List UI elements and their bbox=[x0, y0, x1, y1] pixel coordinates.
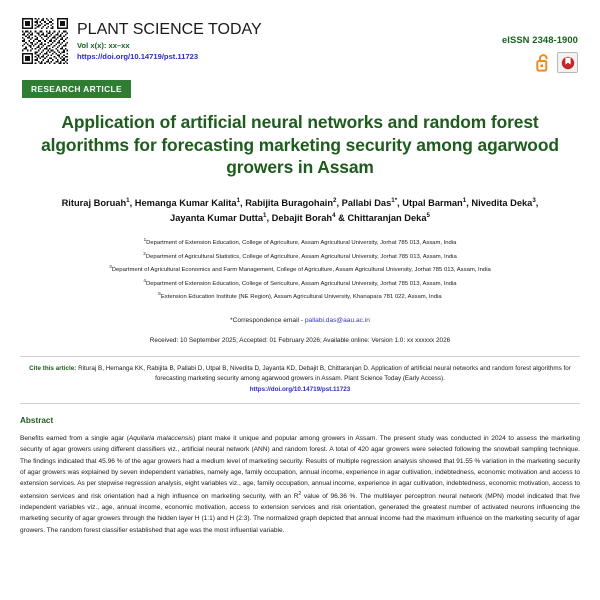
affiliation-marker: 3 bbox=[109, 264, 112, 270]
abstract-body bbox=[20, 433, 580, 536]
affiliation-marker: 1 bbox=[143, 237, 147, 243]
affiliation-text: Department of Extension Education, College of Sericulture, Assam Agricultural University, Jorhat 785 013, Assam, India bbox=[145, 280, 457, 287]
author-list bbox=[26, 196, 574, 226]
author-line-2: Jayanta Kumar Dutta$^1$, Debajit Borah$^4$ & Chittaranjan Deka$^5$ bbox=[170, 212, 430, 224]
crossmark-badge-icon[interactable] bbox=[557, 52, 578, 73]
masthead-left bbox=[22, 18, 262, 64]
author-name: Rabijita Buragohain bbox=[245, 197, 334, 208]
open-access-lock-icon[interactable] bbox=[536, 53, 551, 72]
affiliation-list bbox=[14, 236, 586, 303]
correspondence-email[interactable]: pallabi.das@aau.ac.in bbox=[304, 316, 370, 324]
citation-doi-link[interactable]: https://doi.org/10.14719/pst.11723 bbox=[249, 386, 351, 394]
article-tag-wrap bbox=[0, 73, 600, 98]
abstract-part-2: ) plant make it unique and popular among growers in Assam. The present study was conducted in 2024 to assess the marketing security of agar growers using different classifiers viz., artificial neural network (ANN) and random forest. A total of 420 agar growers were selected following the snowball sampling technique. The findings indicated that 45.96 % of the agar growers had a medium level of marketing security. Results of multiple regression analysis showed that 91.55 % variation in the marketing security of agar growers was explained by seven independent variables, namely age, family occupation, annual income, experience in agar cultivation, indebtedness, economic motivation and access to extension services. As per stepwise regression analysis, eight variables viz., age, family occupation, annual income, experience in agar cultivation, indebtedness, economic motivation, access to extension services and risk orientation had a high influence on marketing security, with an R bbox=[20, 435, 580, 500]
affiliation-text: Department of Agricultural Economics and Farm Management, College of Agriculture, Assam Agricultural University, Jorhat 785 013, Assam, India bbox=[111, 267, 491, 274]
author-affiliation-marker: 3 bbox=[532, 196, 536, 204]
journal-doi-link[interactable]: https://doi.org/10.14719/pst.11723 bbox=[77, 52, 199, 62]
journal-volume: Vol x(x): xx–xx bbox=[77, 41, 130, 51]
author-affiliation-marker: 2 bbox=[333, 196, 337, 204]
affiliation-text: Department of Extension Education, College of Agriculture, Assam Agricultural University, Jorhat 785 013, Assam, India bbox=[146, 240, 457, 247]
abstract-section bbox=[20, 416, 580, 536]
correspondence bbox=[0, 317, 600, 324]
author-affiliation-marker: 1 bbox=[263, 212, 267, 220]
page-title: Application of artificial neural networks and random forest algorithms for forecasting marketing security among agarwood growers in Assam bbox=[41, 112, 559, 178]
publication-dates: Received: 10 September 2025; Accepted: 01 February 2026; Available online: Version 1.0: xx xxxxxx 2026 bbox=[149, 336, 451, 344]
author-affiliation-marker: 1 bbox=[126, 196, 130, 204]
affiliation-marker: 4 bbox=[143, 277, 146, 283]
masthead-right bbox=[502, 18, 578, 73]
author-line-1: Rituraj Boruah$^1$, Hemanga Kumar Kalita$^1$, Rabijita Buragohain$^2$, Pallabi Das$^{1*}$, Utpal Barman$^1$, Nivedita Deka$^3$, bbox=[61, 196, 539, 208]
author-affiliation-marker: 1 bbox=[236, 196, 241, 204]
author-name: Rituraj Boruah bbox=[61, 197, 127, 208]
masthead bbox=[0, 0, 600, 73]
citation-block bbox=[20, 356, 580, 404]
affiliation-text: Extension Education Institute (NE Region), Assam Agricultural University, Khanapara 781 022, Assam, India bbox=[160, 294, 442, 301]
affiliation-item bbox=[14, 236, 586, 249]
affiliation-item bbox=[14, 277, 586, 290]
affiliation-marker: 2 bbox=[143, 250, 146, 256]
author-name: Nivedita Deka bbox=[471, 197, 533, 208]
author-name: Pallabi Das bbox=[341, 197, 392, 208]
author-affiliation-marker: 1* bbox=[391, 196, 398, 204]
citation-text: Rituraj B, Hemanga KK, Rabijita B, Pallabi D, Utpal B, Nivedita D, Jayanta KD, Debajit B, Chittaranjan D. Application of artificial neural networks and random forest algorithms for forecasting marketing security among agarwood growers in Assam. Plant Science Today (Early Access). bbox=[78, 364, 571, 383]
affiliation-marker: 5 bbox=[158, 291, 161, 297]
abstract-part-3: value of 96.36 %. The multilayer perceptron neural network (MPN) model indicated that five independent variables viz., age, annual income, economic motivation, access to extension services and risk orientation, generated the greatest number of activated neurons influencing the marketing security of agar growers through the hidden layer H (1:1) and H (2:3). The normalized graph depicted that annual income had the maximum influence on the marketing security of agar growers. The random forest classifier established that age was the most influential variable. bbox=[20, 492, 580, 534]
abstract-part-1: Benefits earned from a single agar ( bbox=[20, 435, 129, 443]
badge-row bbox=[502, 52, 578, 73]
affiliation-item bbox=[14, 263, 586, 276]
species-name: Aquilaria malaccensis bbox=[128, 435, 194, 443]
author-name: Debajit Borah bbox=[271, 213, 333, 224]
journal-meta bbox=[77, 18, 262, 62]
affiliation-text: Department of Agricultural Statistics, College of Agriculture, Assam Agricultural University, Jorhat 785 013, Assam, India bbox=[145, 253, 457, 260]
author-affiliation-marker: 1 bbox=[462, 196, 467, 204]
journal-title: PLANT SCIENCE TODAY bbox=[77, 21, 262, 38]
abstract-heading: Abstract bbox=[20, 416, 54, 426]
eissn-label: eISSN 2348-1900 bbox=[501, 34, 578, 45]
correspondence-label: *Correspondence email - bbox=[230, 316, 304, 324]
author-affiliation-marker: 5 bbox=[426, 212, 430, 220]
qr-code-icon bbox=[22, 18, 68, 64]
r-squared-superscript: 2 bbox=[298, 490, 302, 497]
author-name: Hemanga Kumar Kalita bbox=[134, 197, 237, 208]
affiliation-item bbox=[14, 250, 586, 263]
citation-label: Cite this article: bbox=[29, 364, 77, 372]
author-name: Jayanta Kumar Dutta bbox=[170, 213, 264, 224]
affiliation-item bbox=[14, 290, 586, 303]
author-name: Utpal Barman bbox=[402, 197, 463, 208]
author-name: Chittaranjan Deka bbox=[347, 213, 427, 224]
article-type-badge: RESEARCH ARTICLE bbox=[22, 80, 131, 98]
author-affiliation-marker: 4 bbox=[332, 212, 336, 220]
